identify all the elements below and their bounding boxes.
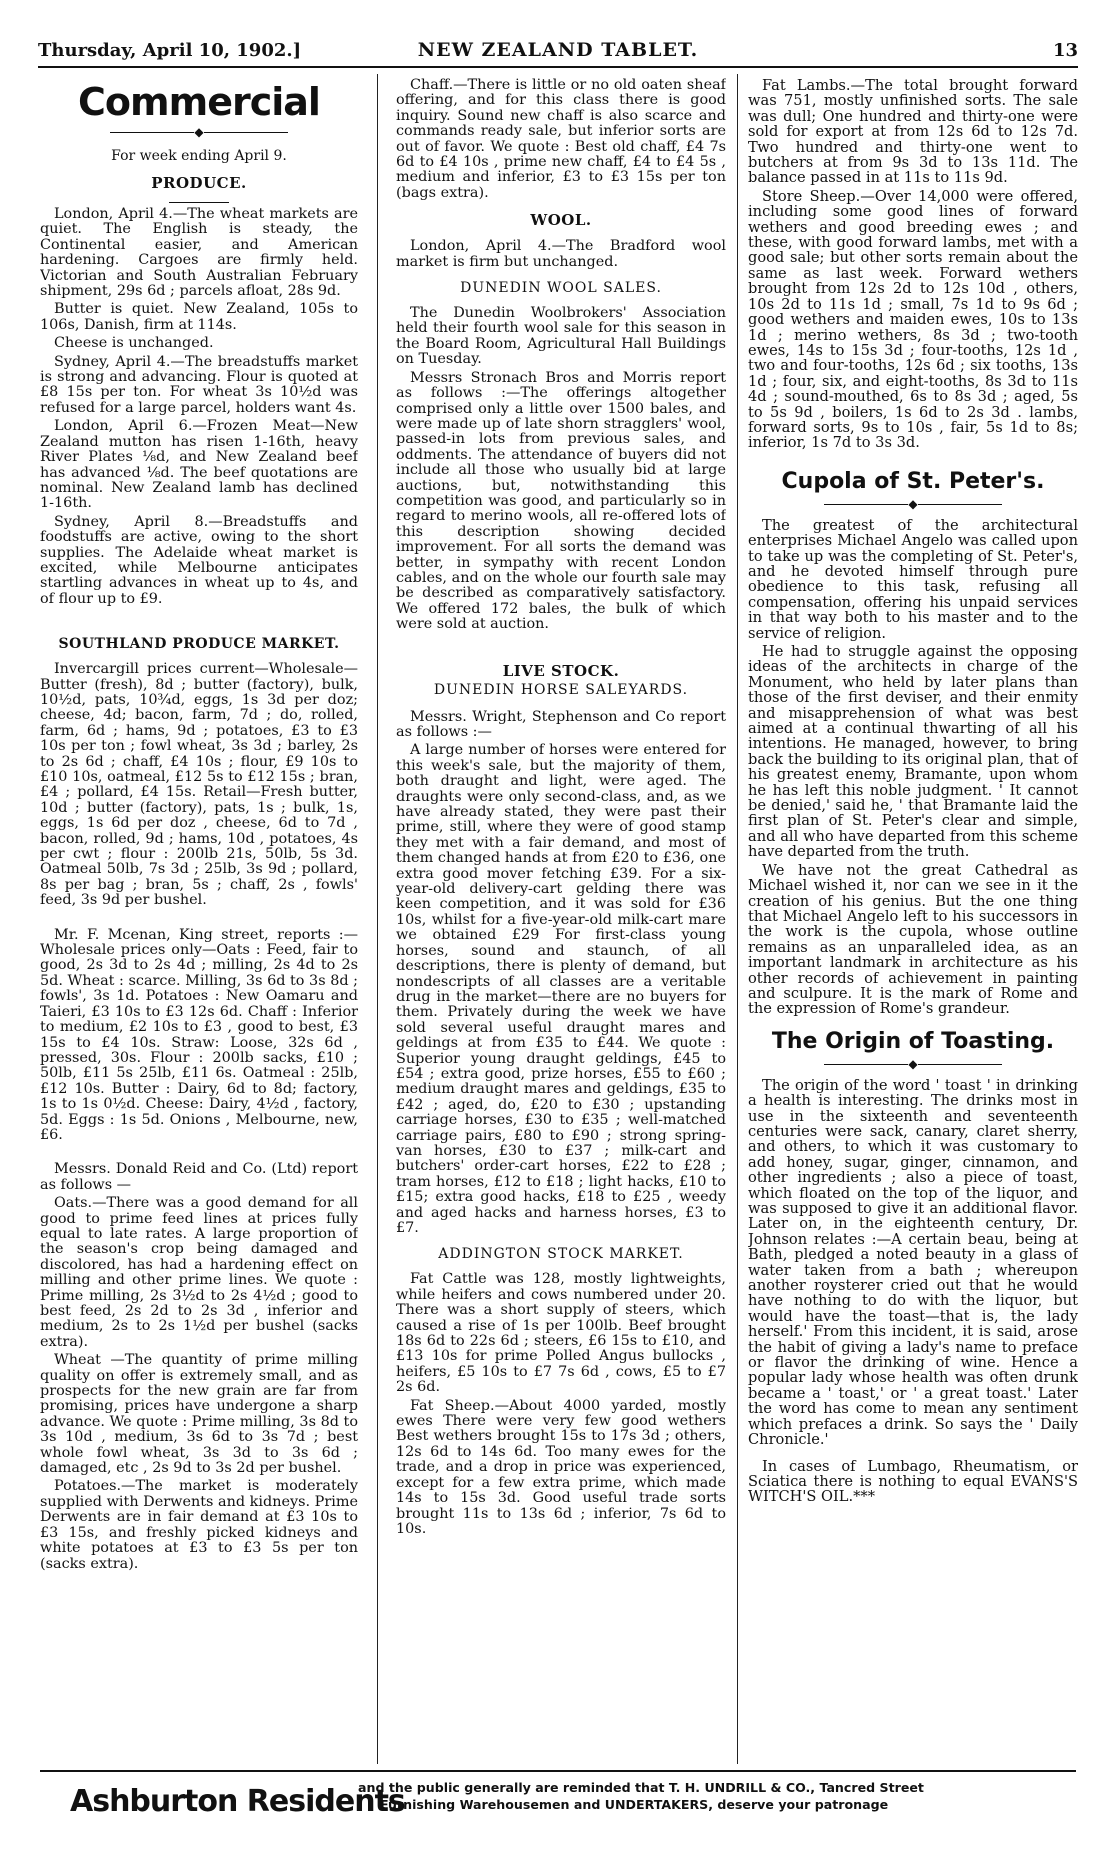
column-rule-2: [737, 74, 738, 1764]
wool-sale-paragraph: Messrs Stronach Bros and Morris report as follows :—The offerings altogether comprised only a little over 1500 bales, and were made up of late shorn stragglers' wool, passed-in lots from previous sales, and oddments. The attendance of buyers did not include all those who usually bid at large auctions, but, notwithstanding this competition was good, and particularly so in regard to merino wools, all re-offered lots of this description showing decided improvement. For all sorts the demand was better, in sympathy with recent London cables, and on the whole our fourth sale may be described as comparatively satisfactory. We offered 172 bales, the bulk of which were sold at auction.: [396, 369, 726, 633]
cupola-paragraph: We have not the great Cathedral as Michael wished it, nor can we see in it the creation of his genius. But the one thing that Michael Angelo left to his successors in the work is the cupola, whose outline remains as an unparalleled idea, as an important landmark in architecture as his other records of achievement in painting and sculpure. It is the mark of Rome and the expression of Rome's grandeur.: [748, 861, 1078, 1018]
produce-heading: PRODUCE.: [151, 174, 247, 192]
produce-paragraph: Sydney, April 4.—The breadstuffs market is strong and advancing. Flour is quoted at £8 15s per ton. For wheat 3s 10½d was refused for a large parcel, holders want 4s.: [40, 353, 358, 416]
column-commercial: [40, 78, 358, 1758]
ornament-divider: ◆: [748, 1058, 1078, 1070]
store-sheep-paragraph: Store Sheep.—Over 14,000 were offered, including some good lines of forward wethers and good breeding ewes ; and these, with good forward lambs, met with a good sale; but other sorts remain about the same as last week. Forward wethers brought from 12s 2d to 12s 10d , others, 10s 2d to 11s 1d ; small, 7s 1d to 9s 6d ; good wethers and maiden ewes, 10s to 13s 1d ; merino wethers, 8s 3d ; two-tooth ewes, 14s to 15s 3d ; four-tooths, 12s 1d , two and four-tooths, 12s 6d ; six tooths, 13s 1d ; four, six, and eight-tooths, 8s 3d to 11s 4d ; sound-mouthed, 6s to 8s 3d ; aged, 5s to 5s 9d , boilers, 1s 6d to 2s 3d . lambs, forward sorts, 9s to 10s , fair, 5s 1d to 8s; inferior, 1s 7d to 3s 3d.: [748, 187, 1078, 452]
week-ending: For week ending April 9.: [111, 148, 287, 164]
produce-paragraph: London, April 6.—Frozen Meat—New Zealand mutton has risen 1-16th, heavy River Plates ⅛d, and New Zealand beef has advanced ⅛d. The beef quotations are nominal. New Zealand lamb has declined 1-16th.: [40, 418, 358, 512]
wool-paragraph: London, April 4.—The Bradford wool market is firm but unchanged.: [396, 238, 726, 270]
column-rule-1: [377, 74, 378, 1764]
cupola-paragraph: He had to struggle against the opposing ideas of the architects in charge of the Monument, who held by later plans than those of the first deviser, and their enmity and misapprehension of what was best aimed at a continual thwarting of all his intentions. He managed, however, to bring back the building to its original plan, that of his greatest enemy, Bramante, upon whom he has left this noble judgment. ' It cannot be denied,' said he, ' that Bramante laid the first plan of St. Peter's clear and simple, and all who have departed from this scheme have departed from the truth.: [748, 643, 1078, 861]
produce-paragraph: Sydney, April 8.—Breadstuffs and foodstuffs are active, owing to the short supplies. The Adelaide wheat market is excited, while Melbourne anticipates startling advances in wheat up to 4s, and of flour up to £9.: [40, 513, 358, 607]
footer-ad-title: Ashburton Residents: [70, 1784, 405, 1819]
southland-paragraph: Mr. F. Mcenan, King street, reports :—Wholesale prices only—Oats : Feed, fair to good, 2s 3d to 2s 4d ; milling, 2s 4d to 2s 5d. Wheat : scarce. Milling, 3s 6d to 3s 8d ; fowls', 3s 1d. Potatoes : New Oamaru and Taieri, £3 10s to £3 12s 6d. Chaff : Inferior to medium, £2 10s to £3 , good to best, £3 15s to £4 10s. Straw: Loose, 32s 6d , pressed, 30s. Flour : 200lb sacks, £10 ; 50lb, £11 5s 25lb, £11 6s. Oatmeal : 25lb, £12 10s. Butter : Dairy, 6d to 8d; factory, 1s to 1s 0½d. Cheese: Dairy, 4½d , factory, 5d. Eggs : 1s 5d. Onions , Melbourne, new, £6.: [40, 926, 358, 1143]
page-number: 13: [1052, 40, 1078, 61]
ornament-divider: ◆: [40, 126, 358, 138]
horse-paragraph: Messrs. Wright, Stephenson and Co report as follows :—: [396, 708, 726, 740]
lambs-paragraph: Fat Lambs.—The total brought forward was 751, mostly unfinished sorts. The sale was dull; One hundred and thirty-one were sold for export at from 12s 6d to 12s 7d. Two hundred and thirty-one went to butchers at from 9s 3d to 13s 11d. The balance passed in at 11s to 11s 9d.: [748, 78, 1078, 187]
article-title-origin: The Origin of Toasting.: [771, 1028, 1055, 1054]
southland-paragraph: Oats.—There was a good demand for all good to prime feed lines at prices fully equal to late rates. A large proportion of the season's crop being damaged and discolored, has had a hardening effect on milling and other prime lines. We quote : Prime milling, 2s 3½d to 2s 4½d ; good to best feed, 2s 2d to 2s 3d , inferior and medium, 2s to 2s 1½d per bushel (sacks extra).: [40, 1195, 358, 1350]
dunedin-wool-heading: DUNEDIN WOOL SALES.: [460, 280, 662, 297]
section-title-commercial: Commercial: [78, 80, 320, 124]
addington-paragraph: Fat Sheep.—About 4000 yarded, mostly ewes There were very few good wethers Best wethers brought 15s to 17s 3d ; others, 12s 6d to 14s 6d. Too many ewes for the trade, and a drop in price was experienced, except for a few extra prime, which made 14s to 15s 3d. Good useful trade sorts brought 11s to 13s 6d ; inferior, 7s 6d to 10s.: [396, 1397, 726, 1537]
southland-paragraph: Messrs. Donald Reid and Co. (Ltd) report as follows —: [40, 1161, 358, 1193]
article-title-cupola: Cupola of St. Peter's.: [781, 468, 1045, 494]
wool-heading: WOOL.: [530, 211, 592, 230]
footer-rule: [40, 1770, 1076, 1772]
addington-paragraph: Fat Cattle was 128, mostly lightweights, while heifers and cows numbered under 20. There was a short supply of steers, which caused a rise of 1s per 100lb. Beef brought 18s 6d to 22s 6d ; steers, £6 15s to £10, and £13 10s for prime Polled Angus bullocks , heifers, £5 10s to £7 7s 6d , cows, £5 to £7 2s 6d.: [396, 1271, 726, 1396]
livestock-heading: LIVE STOCK.: [502, 661, 620, 680]
southland-paragraph: Potatoes.—The market is moderately supplied with Derwents and kidneys. Prime Derwents are in fair demand at £3 10s to £3 15s, and freshly picked kidneys and white potatoes at £3 to £3 5s per ton (sacks extra).: [40, 1478, 358, 1572]
chaff-paragraph: Chaff.—There is little or no old oaten sheaf offering, and for this class there is good inquiry. Sound new chaff is also scarce and commands ready sale, but inferior sorts are out of favor. We quote : Best old chaff, £4 7s 6d to £4 10s , prime new chaff, £4 to £4 5s , medium and inferior, £3 to £3 15s per ton (bags extra).: [396, 78, 726, 201]
southland-paragraph: Invercargill prices current—Wholesale—Butter (fresh), 8d ; butter (factory), bulk, 10½d, pats, 10¾d, eggs, 1s 3d per doz; cheese, 4d; bacon, farm, 7d ; do, rolled, farm, 6d ; hams, 9d ; potatoes, £3 to £3 10s per ton ; fowl wheat, 3s 3d ; barley, 2s to 2s 6d ; chaff, £4 10s ; flour, £9 10s to £10 10s, oatmeal, £12 5s to £12 15s ; bran, £4 ; pollard, £4 15s. Retail—Fresh butter, 10d ; butter (factory), pats, 1s ; bulk, 1s, eggs, 1s 6d per doz , cheese, 6d to 7d , bacon, rolled, 9d ; hams, 10d , potatoes, 4s per cwt ; flour : 200lb 21s, 50lb, 5s 3d. Oatmeal 50lb, 7s 3d ; 25lb, 3s 9d ; pollard, 8s per bag ; bran, 5s ; chaff, 2s , fowls' feed, 3s 9d per bushel.: [40, 661, 358, 909]
cupola-paragraph: The greatest of the architectural enterprises Michael Angelo was called upon to take up was the completing of St. Peter's, and he devoted himself through pure obedience to this task, refusing all compensation, offering his unpaid services in that way both to his master and to the service of religion.: [748, 516, 1078, 642]
footer-ad-line: and the public generally are reminded that T. H. UNDRILL & CO., Tancred Street: [358, 1780, 924, 1795]
produce-paragraph: London, April 4.—The wheat markets are quiet. The English is steady, the Continental easier, and American hardening. Cargoes are firmly held. Victorian and South Australian February shipment, 29s 6d ; parcels afloat, 28s 9d.: [40, 206, 358, 300]
issue-date: Thursday, April 10, 1902.]: [38, 40, 302, 61]
wool-sale-paragraph: The Dunedin Woolbrokers' Association held their fourth wool sale for this season in the Board Room, Agricultural Hall Buildings on Tuesday.: [396, 305, 726, 368]
horse-paragraph: A large number of horses were entered for this week's sale, but the majority of them, both draught and light, were aged. The draughts were only second-class, and, as we have already stated, they were past their prime, still, where they were of good stamp they met with a fair demand, and most of them changed hands at from £20 to £36, one extra good mover fetching £39. For a six-year-old delivery-cart gelding there was keen competition, and it was sold for £36 10s, whilst for a five-year-old milk-cart mare we obtained £29 For first-class young horses, sound and staunch, of all descriptions, there is plenty of demand, but nondescripts of all classes are a veritable drug in the market—there are no buyers for them. Privately during the week we have sold several useful draught mares and geldings at from £35 to £44. We quote : Superior young draught geldings, £45 to £54 ; extra good, prize horses, £55 to £60 ; medium draught mares and geldings, £35 to £42 ; aged, do, £20 to £30 ; upstanding carriage horses, £30 to £35 ; well-matched carriage pairs, £80 to £90 ; strong spring-van horses, £30 to £37 ; milk-cart and butchers' order-cart horses, £22 to £28 ; tram horses, £12 to £18 ; light hacks, £10 to £15; extra good hacks, £18 to £25 , weedy and aged hacks and harness horses, £3 to £7.: [396, 742, 726, 1236]
column-features: [748, 78, 1078, 1758]
origin-paragraph: The origin of the word ' toast ' in drinking a health is interesting. The drinks most in use in the sixteenth and seventeenth centuries were sack, canary, claret sherry, and others, to which it was customary to add honey, sugar, ginger, cinnamon, and other ingredients ; also a piece of toast, which floated on the top of the liquor, and was supposed to give it an additional flavor. Later on, in the eighteenth century, Dr. Johnson relates :—A certain beau, being at Bath, pledged a noted beauty in a glass of water taken from a bath ; whereupon another roysterer cried out that he would have nothing to do with the liquor, but would have the toast—that is, the lady herself.' From this incident, it is said, arose the habit of giving a lady's name to preface or flavor the drinking of wine. Hence a popular lady whose health was often drunk became a ' toast,' or ' a great toast.' Later the word has come to mean any sentiment which prefaces a drink. So says the ' Daily Chronicle.': [748, 1076, 1078, 1449]
southland-heading: SOUTHLAND PRODUCE MARKET.: [58, 636, 340, 653]
addington-heading: ADDINGTON STOCK MARKET.: [438, 1246, 684, 1263]
footer-ad-text: [358, 1779, 1078, 1813]
short-rule: [169, 202, 229, 203]
horse-saleyards-heading: DUNEDIN HORSE SALEYARDS.: [433, 681, 689, 698]
page-header: [38, 36, 1078, 68]
produce-paragraph: Cheese is unchanged.: [54, 335, 214, 352]
newspaper-name: NEW ZEALAND TABLET.: [417, 39, 699, 61]
footer-ad-line: Furnishing Warehousemen and UNDERTAKERS, deserve your patronage: [380, 1797, 889, 1812]
southland-paragraph: Wheat —The quantity of prime milling quality on offer is extremely small, and as prospects for the new grain are far from promising, prices have undergone a sharp advance. We quote : Prime milling, 3s 8d to 3s 10d , medium, 3s 6d to 3s 7d ; best whole fowl wheat, 3s 3d to 3s 6d ; damaged, etc , 2s 9d to 3s 2d per bushel.: [40, 1352, 358, 1477]
advert-witch-oil: In cases of Lumbago, Rheumatism, or Sciatica there is nothing to equal EVANS'S WITCH'S OIL.***: [748, 1457, 1078, 1506]
column-markets: [396, 78, 726, 1758]
ornament-divider: ◆: [748, 498, 1078, 510]
produce-paragraph: Butter is quiet. New Zealand, 105s to 106s, Danish, firm at 114s.: [40, 301, 358, 333]
